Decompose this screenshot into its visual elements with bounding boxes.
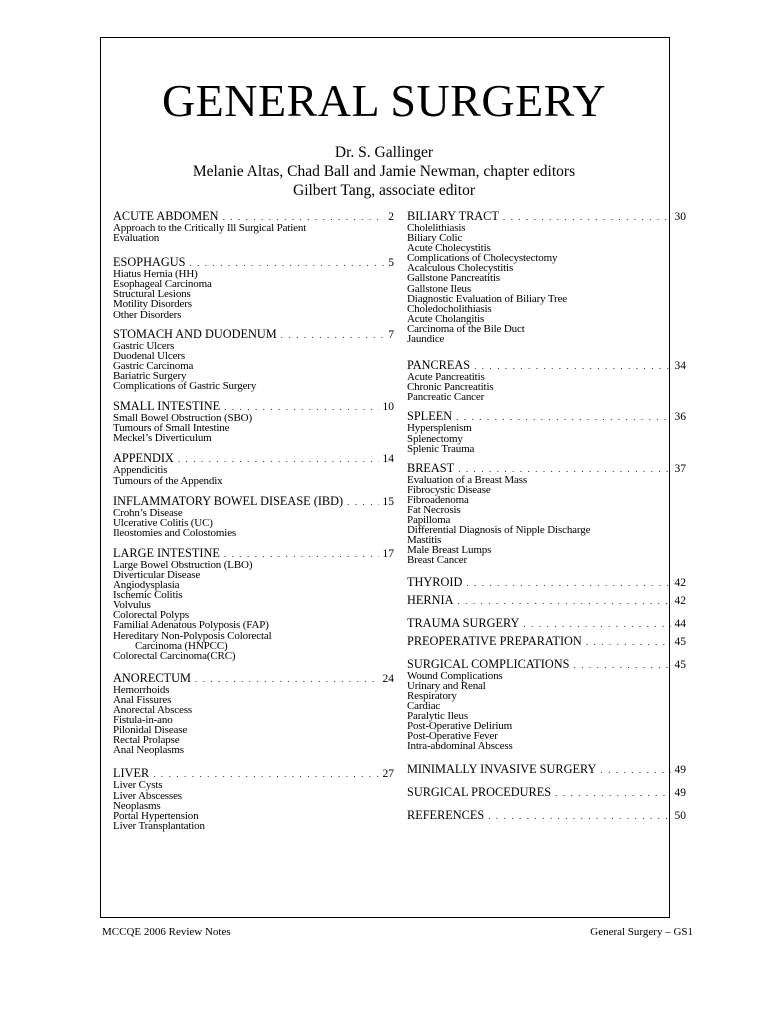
toc-item: Carcinoma of the Bile Duct: [407, 322, 525, 335]
toc-item: Jaundice: [407, 333, 445, 346]
leader-dots: [189, 257, 384, 269]
toc-item: Portal Hypertension: [113, 809, 199, 822]
toc-item: Fistula-in-ano: [113, 714, 173, 727]
toc-section: [407, 462, 686, 566]
toc-section-label: MINIMALLY INVASIVE SURGERY: [407, 762, 597, 777]
toc-page-number: 30: [674, 211, 686, 223]
toc-section: [407, 576, 686, 589]
toc-section: [407, 635, 686, 648]
toc-item: Mastitis: [407, 534, 442, 547]
toc-item: Carcinoma (HNPCC): [135, 639, 228, 652]
toc-section: [407, 763, 686, 776]
toc-section-label: ESOPHAGUS: [113, 255, 186, 270]
toc-page-number: 45: [674, 635, 686, 648]
toc-item: Breast Cancer: [407, 554, 468, 567]
leader-dots: [281, 329, 385, 341]
toc-section-label: THYROID: [407, 574, 463, 589]
toc-section-label: ACUTE ABDOMEN: [113, 209, 219, 223]
toc-section-label: APPENDIX: [113, 451, 174, 466]
toc-page-number: 42: [674, 594, 686, 607]
toc-section: [407, 210, 686, 344]
leader-dots: [523, 618, 670, 630]
toc-item: Fibroadenoma: [407, 493, 469, 506]
toc-section: [113, 672, 394, 756]
toc-section-label: REFERENCES: [407, 808, 485, 823]
toc-section: [407, 594, 686, 607]
footer-right: General Surgery – GS1: [590, 926, 693, 938]
toc-section: [113, 328, 394, 391]
toc-item: Crohn’s Disease: [113, 506, 183, 519]
toc-section-label: SURGICAL COMPLICATIONS: [407, 656, 570, 671]
toc-item: Other Disorders: [113, 308, 182, 321]
toc-item: Pilonidal Disease: [113, 724, 188, 737]
toc-item: Structural Lesions: [113, 288, 191, 301]
toc-page-number: 24: [382, 672, 394, 685]
toc-item: Angiodysplasia: [113, 579, 180, 592]
toc-item: Gallstone Ileus: [407, 282, 472, 295]
toc-item: Gastric Carcinoma: [113, 359, 194, 372]
toc-page-number: 27: [382, 768, 394, 781]
toc-page-number: 50: [674, 810, 686, 823]
toc-item: Ileostomies and Colostomies: [113, 526, 237, 539]
toc-item: Meckel’s Diverticulum: [113, 432, 212, 445]
toc-section: [113, 256, 394, 319]
toc-item: Neoplasms: [113, 799, 161, 812]
associate-editor: Gilbert Tang, associate editor: [293, 182, 475, 199]
toc-item: Choledocholithiasis: [407, 302, 492, 315]
leader-dots: [153, 768, 378, 780]
toc-page-number: 34: [674, 360, 686, 373]
toc-page-number: 14: [382, 453, 394, 466]
toc-left-column: [113, 210, 394, 831]
toc-item: Hereditary Non-Polyposis Colorectal: [113, 629, 272, 642]
toc-page-number: 36: [674, 411, 686, 424]
toc-section-label: SPLEEN: [407, 409, 453, 424]
toc-section-label: BILIARY TRACT: [407, 209, 499, 223]
toc-item: Differential Diagnosis of Nipple Discharge: [407, 524, 591, 537]
toc-page-number: 15: [382, 495, 394, 508]
toc-item: Motility Disorders: [113, 298, 192, 311]
toc-section: [407, 786, 686, 799]
leader-dots: [600, 764, 670, 776]
toc-item: Ulcerative Colitis (UC): [113, 516, 213, 529]
toc-item: Pancreatic Cancer: [407, 391, 485, 404]
toc-section-label: PREOPERATIVE PREPARATION: [407, 633, 582, 648]
author: Dr. S. Gallinger: [334, 144, 434, 161]
toc-item: Gastric Ulcers: [113, 339, 175, 352]
leader-dots: [586, 636, 671, 648]
toc-item: Wound Complications: [407, 669, 503, 682]
toc-item: Chronic Pancreatitis: [407, 381, 494, 394]
toc-item: Duodenal Ulcers: [113, 349, 185, 362]
toc-section: [113, 767, 394, 830]
toc-section: [407, 617, 686, 630]
toc-page-number: 42: [674, 576, 686, 589]
toc-item: Anorectal Abscess: [113, 704, 193, 716]
toc-section-label: STOMACH AND DUODENUM: [113, 326, 277, 341]
toc-item: Familial Adenatous Polyposis (FAP): [113, 619, 269, 632]
toc-section: [113, 452, 394, 485]
leader-dots: [503, 211, 671, 223]
toc-item: Post-Operative Fever: [407, 730, 498, 743]
toc-section-label: BREAST: [407, 460, 455, 475]
toc-item: Acute Cholecystitis: [407, 242, 491, 255]
toc-item: Acute Pancreatitis: [407, 371, 485, 384]
leader-dots: [474, 360, 670, 372]
footer-left: MCCQE 2006 Review Notes: [102, 926, 231, 938]
leader-dots: [466, 577, 670, 589]
toc-item: Anal Neoplasms: [113, 744, 184, 757]
toc-item: Colorectal Polyps: [113, 609, 189, 622]
toc-section: [113, 495, 394, 538]
toc-item: Liver Transplantation: [113, 819, 205, 832]
toc-item: Liver Cysts: [113, 779, 163, 792]
toc-item: Ischemic Colitis: [113, 589, 183, 602]
toc-item: Bariatric Surgery: [113, 369, 187, 382]
toc-section: [113, 400, 394, 443]
toc-page-number: 44: [674, 617, 686, 630]
leader-dots: [574, 659, 671, 671]
toc-item: Anal Fissures: [113, 693, 172, 706]
toc-page-number: 2: [388, 211, 394, 223]
toc-section-label: INFLAMMATORY BOWEL DISEASE (IBD): [113, 493, 344, 508]
toc-item: Urinary and Renal: [407, 679, 486, 692]
toc-item: Cardiac: [407, 699, 441, 712]
leader-dots: [347, 496, 378, 508]
toc-item: Acalculous Cholecystitis: [407, 262, 514, 275]
leader-dots: [195, 673, 379, 685]
toc-section-label: LIVER: [113, 766, 150, 781]
toc-section-label: SURGICAL PROCEDURES: [407, 785, 552, 800]
toc-item: Diverticular Disease: [113, 568, 201, 581]
toc-item: Diagnostic Evaluation of Biliary Tree: [407, 292, 568, 305]
toc-item: Small Bowel Obstruction (SBO): [113, 412, 252, 425]
toc-page-number: 17: [382, 547, 394, 560]
toc-item: Male Breast Lumps: [407, 544, 492, 557]
leader-dots: [555, 787, 670, 799]
toc-page-number: 10: [382, 401, 394, 414]
toc-item: Papilloma: [407, 514, 451, 527]
toc-section-label: ANORECTUM: [113, 670, 191, 685]
toc-section: [407, 410, 686, 453]
toc-section-label: SMALL INTESTINE: [113, 399, 221, 414]
toc-item: Large Bowel Obstruction (LBO): [113, 558, 253, 571]
toc-item: Volvulus: [113, 599, 151, 612]
leader-dots: [178, 453, 379, 465]
toc-page-number: 49: [674, 764, 686, 777]
toc-section-label: TRAUMA SURGERY: [407, 615, 520, 630]
toc-item: Evaluation: [113, 232, 160, 245]
toc-item: Biliary Colic: [407, 232, 463, 245]
leader-dots: [488, 810, 670, 822]
toc-item: Colorectal Carcinoma(CRC): [113, 649, 236, 662]
toc-item: Intra-abdominal Abscess: [407, 740, 513, 753]
toc-page-number: 49: [674, 787, 686, 800]
toc-item: Fibrocystic Disease: [407, 483, 491, 496]
toc-item: Approach to the Critically Ill Surgical Patient: [113, 222, 307, 234]
toc-item: Rectal Prolapse: [113, 734, 180, 747]
toc-item: Complications of Gastric Surgery: [113, 380, 257, 393]
toc-section: [407, 809, 686, 822]
toc-item: Post-Operative Delirium: [407, 720, 512, 732]
toc-page-number: 37: [674, 462, 686, 475]
leader-dots: [458, 463, 670, 475]
leader-dots: [457, 595, 670, 607]
toc-item: Esophageal Carcinoma: [113, 278, 212, 291]
toc-page-number: 45: [674, 658, 686, 671]
toc-item: Cholelithiasis: [407, 222, 466, 234]
toc-item: Appendicitis: [113, 464, 168, 477]
toc-item: Tumours of the Appendix: [113, 474, 223, 487]
toc-section-label: PANCREAS: [407, 358, 471, 373]
toc-section: [113, 210, 394, 243]
toc-section: [113, 547, 394, 661]
credits: [0, 143, 768, 200]
toc-right-column: [407, 210, 686, 822]
toc-item: Acute Cholangitis: [407, 312, 485, 325]
toc-section-label: LARGE INTESTINE: [113, 545, 220, 560]
toc-item: Liver Abscesses: [113, 789, 182, 802]
toc-item: Splenectomy: [407, 432, 463, 445]
toc-item: Hiatus Hernia (HH): [113, 268, 198, 281]
toc-item: Gallstone Pancreatitis: [407, 272, 500, 285]
toc-item: Splenic Trauma: [407, 442, 475, 455]
toc-item: Paralytic Ileus: [407, 709, 468, 722]
chapter-editors: Melanie Altas, Chad Ball and Jamie Newman, chapter editors: [192, 163, 576, 180]
toc-item: Complications of Cholecystectomy: [407, 252, 558, 265]
toc-item: Tumours of Small Intestine: [113, 422, 230, 435]
toc-section: [407, 359, 686, 402]
toc-item: Hemorrhoids: [113, 683, 170, 696]
toc-section: [407, 658, 686, 752]
toc-section-label: HERNIA: [407, 592, 454, 607]
toc-page-number: 7: [388, 328, 394, 341]
page-title: GENERAL SURGERY: [161, 75, 607, 126]
toc-item: Hypersplenism: [407, 422, 472, 435]
toc-item: Respiratory: [407, 689, 457, 702]
toc-page-number: 5: [388, 257, 394, 270]
toc-item: Fat Necrosis: [407, 503, 461, 516]
toc-item: Evaluation of a Breast Mass: [407, 473, 527, 486]
leader-dots: [456, 411, 670, 423]
